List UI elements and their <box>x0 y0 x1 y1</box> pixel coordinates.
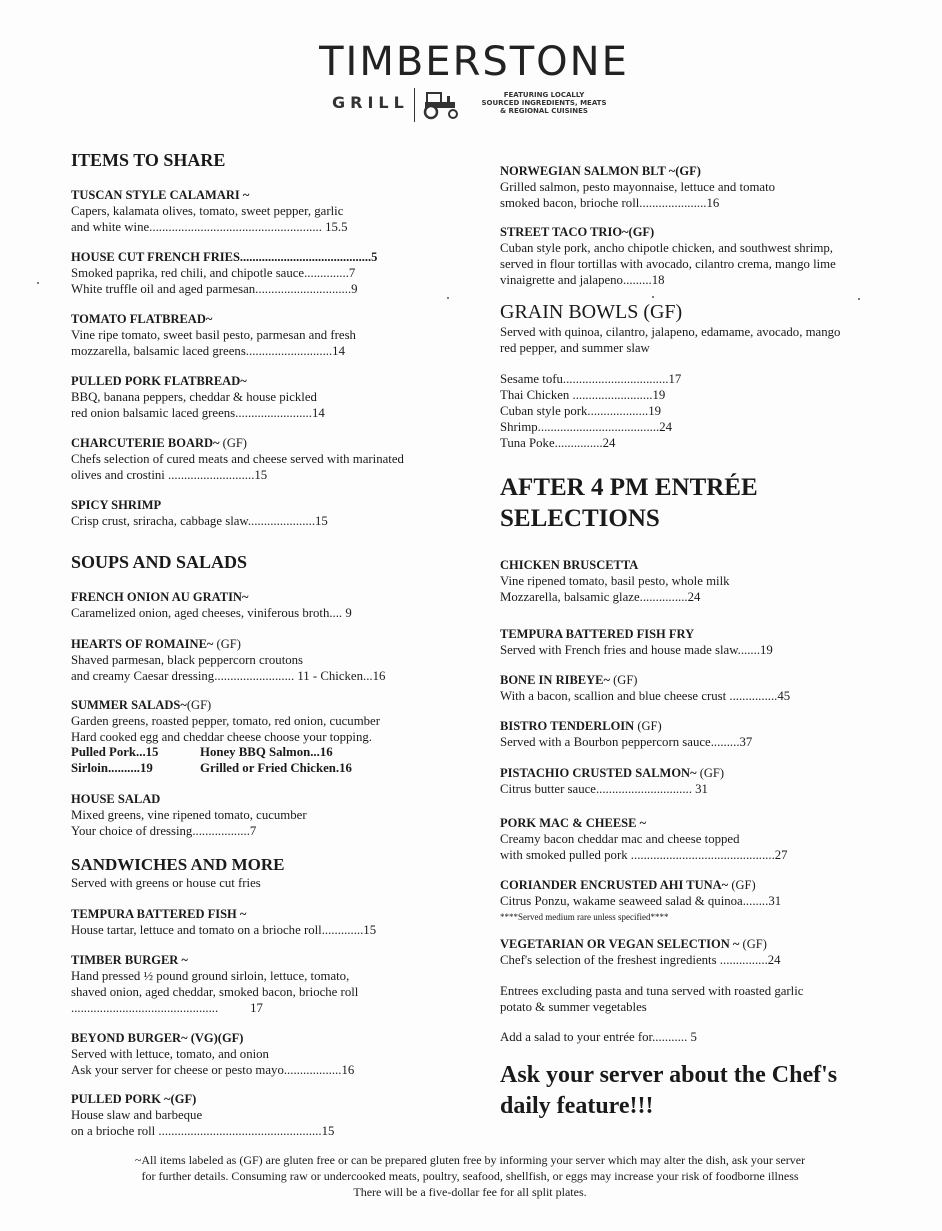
menu-item: SPICY SHRIMP Crisp crust, sriracha, cabbage slaw.....................15 <box>71 498 328 528</box>
salad-topping: Pulled Pork...15 <box>71 745 159 759</box>
menu-item: CORIANDER ENCRUSTED AHI TUNA~ (GF) Citrus Ponzu, wakame seaweed salad & quinoa........31 ****Served medium rare unless specified**** <box>500 877 781 925</box>
menu-item: TUSCAN STYLE CALAMARI ~ Capers, kalamata olives, tomato, sweet pepper, garlic and white wine...................................................... 15.5 <box>71 188 348 234</box>
list-item: Shrimp......................................24 <box>500 420 673 434</box>
menu-item: HOUSE SALAD Mixed greens, vine ripened tomato, cucumber Your choice of dressing..................7 <box>71 792 307 838</box>
chef-feature-callout: Ask your server about the Chef's daily feature!!! <box>500 1062 838 1119</box>
menu-item: PULLED PORK FLATBREAD~ BBQ, banana peppers, cheddar & house pickled red onion balsamic laced greens........................14 <box>71 374 325 420</box>
logo-tagline: FEATURING LOCALLY SOURCED INGREDIENTS, MEATS & REGIONAL CUISINES <box>481 91 607 115</box>
menu-item: NORWEGIAN SALMON BLT ~(GF) Grilled salmon, pesto mayonnaise, lettuce and tomato smoked bacon, brioche roll.....................16 <box>500 164 776 210</box>
scan-speck <box>37 282 39 284</box>
menu-item: VEGETARIAN OR VEGAN SELECTION ~ (GF) Chef's selection of the freshest ingredients ...............24 <box>500 937 781 967</box>
section-title-sandwiches: SANDWICHES AND MORE <box>71 855 285 874</box>
scan-speck <box>858 298 860 300</box>
section-note: Served with greens or house cut fries <box>71 876 261 890</box>
restaurant-name: TIMBERSTONE <box>319 39 629 85</box>
section-title-entrees: AFTER 4 PM ENTRÉE SELECTIONS <box>500 474 758 532</box>
menu-item: PULLED PORK ~(GF) House slaw and barbeque on a brioche roll ...................................................15 <box>71 1092 335 1138</box>
list-item: Cuban style pork...................19 <box>500 404 662 418</box>
menu-item: FRENCH ONION AU GRATIN~ Caramelized onion, aged cheeses, viniferous broth.... 9 <box>71 590 352 620</box>
grill-label: GRILL <box>332 93 409 112</box>
footer-disclaimer: ~All items labeled as (GF) are gluten free or can be prepared gluten free by informing your server which may alter the dish, ask your server for further details. Consuming raw or undercooked meats, poultry, seafood, shellfish, or eggs may increase your risk of foodborne illness There will be a five-dollar fee for all split plates. <box>134 1153 806 1199</box>
logo-subline <box>329 88 629 122</box>
bowl-list <box>500 371 681 451</box>
menu-item: TEMPURA BATTERED FISH FRY Served with French fries and house made slaw.......19 <box>500 627 773 657</box>
list-item: Thai Chicken .........................19 <box>500 388 666 402</box>
scan-speck <box>652 296 654 298</box>
list-item: Sesame tofu.................................17 <box>500 372 682 386</box>
salad-topping: Sirloin..........19 <box>71 761 153 775</box>
salad-topping: Grilled or Fried Chicken.16 <box>200 761 352 775</box>
menu-item: CHARCUTERIE BOARD~ (GF) Chefs selection of cured meats and cheese served with marinated olives and crostini ...........................15 <box>71 436 404 482</box>
scan-speck <box>447 297 449 299</box>
section-title-soups-salads: SOUPS AND SALADS <box>71 552 248 572</box>
menu-item: CHICKEN BRUSCETTA Vine ripened tomato, basil pesto, whole milk Mozzarella, balsamic glaze...............24 <box>500 558 730 604</box>
salad-topping: Honey BBQ Salmon...16 <box>200 745 333 759</box>
entree-note: Entrees excluding pasta and tuna served with roasted garlic potato & summer vegetables <box>500 984 804 1014</box>
restaurant-logo <box>0 40 942 84</box>
menu-item: BISTRO TENDERLOIN (GF) Served with a Bourbon peppercorn sauce.........37 <box>500 719 753 749</box>
menu-item: PISTACHIO CRUSTED SALMON~ (GF) Citrus butter sauce.............................. 31 <box>500 766 725 796</box>
menu-item: TIMBER BURGER ~ Hand pressed ½ pound ground sirloin, lettuce, tomato, shaved onion, aged cheddar, smoked bacon, brioche roll .............................................. 17 <box>71 953 359 1015</box>
section-description: Served with quinoa, cilantro, jalapeno, edamame, avocado, mango red pepper, and summer slaw <box>500 325 841 355</box>
menu-item: TOMATO FLATBREAD~ Vine ripe tomato, sweet basil pesto, parmesan and fresh mozzarella, balsamic laced greens...........................14 <box>71 312 356 358</box>
menu-item: TEMPURA BATTERED FISH ~ House tartar, lettuce and tomato on a brioche roll.............15 <box>71 907 377 937</box>
section-title-grain-bowls: GRAIN BOWLS (GF) <box>500 301 683 323</box>
menu-item: BEYOND BURGER~ (VG)(GF) Served with lettuce, tomato, and onion Ask your server for cheese or pesto mayo..................16 <box>71 1031 355 1077</box>
salad-addon: Add a salad to your entrée for........... 5 <box>500 1030 697 1044</box>
tractor-icon <box>419 90 465 120</box>
logo-divider <box>414 88 415 122</box>
list-item: Tuna Poke...............24 <box>500 436 616 450</box>
menu-item: STREET TACO TRIO~(GF) Cuban style pork, ancho chipotle chicken, and southwest shrimp, served in flour tortillas with avocado, cilantro crema, mango lime vinaigrette and jalapeno.........18 <box>500 225 836 287</box>
menu-item: PORK MAC & CHEESE ~ Creamy bacon cheddar mac and cheese topped with smoked pulled pork .............................................27 <box>500 816 788 862</box>
menu-item: SUMMER SALADS~(GF) Garden greens, roasted pepper, tomato, red onion, cucumber Hard cooked egg and cheddar cheese choose your topping. <box>71 698 380 744</box>
section-title-items-to-share: ITEMS TO SHARE <box>71 150 226 170</box>
item-note: ****Served medium rare unless specified**** <box>500 912 669 922</box>
menu-item: HOUSE CUT FRENCH FRIES..........................................5 Smoked paprika, red chili, and chipotle sauce..............7 White truffle oil and aged parmesan..............................9 <box>71 250 378 296</box>
menu-item: BONE IN RIBEYE~ (GF) With a bacon, scallion and blue cheese crust ...............45 <box>500 673 791 703</box>
menu-item: HEARTS OF ROMAINE~ (GF) Shaved parmesan, black peppercorn croutons and creamy Caesar dressing......................... 11 - Chicken...16 <box>71 637 386 683</box>
